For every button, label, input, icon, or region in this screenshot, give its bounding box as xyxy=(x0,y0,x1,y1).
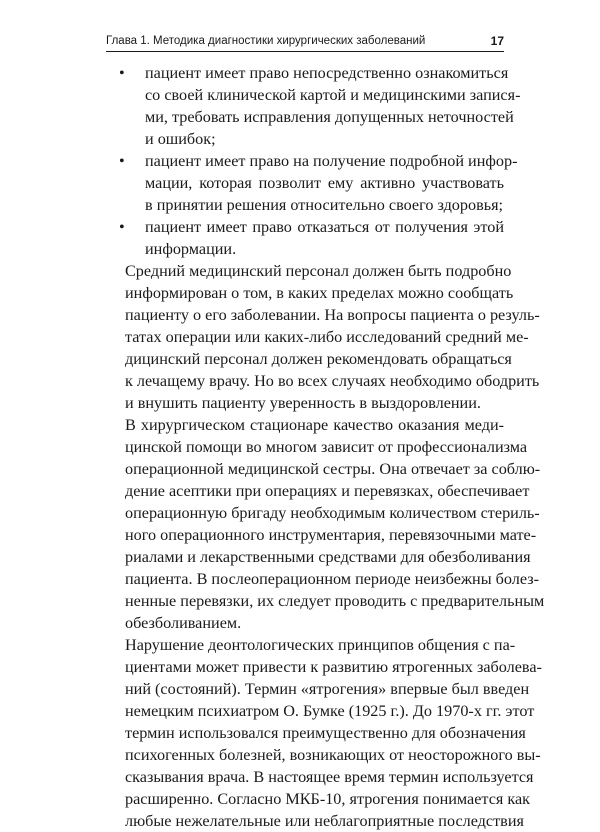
text-line: информации. xyxy=(145,240,237,258)
text-line: немецким психиатром О. Бумке (1925 г.). До 1970-х гг. этот xyxy=(125,702,535,720)
page-body xyxy=(108,62,545,832)
text-line: сказывания врача. В настоящее время термин используется xyxy=(125,768,534,786)
bullet-icon: • xyxy=(119,64,125,82)
text-line: Средний медицинский персонал должен быть подробно xyxy=(125,262,512,280)
paragraph xyxy=(108,260,540,414)
text-line: ненные перевязки, их следует проводить с предварительным xyxy=(125,592,545,610)
text-line: пациента. В послеоперационном периоде неизбежны болез- xyxy=(125,570,540,588)
bullet-icon: • xyxy=(119,152,125,170)
text-line: со своей клинической картой и медицинскими запися- xyxy=(145,86,521,104)
text-line: Нарушение деонтологических принципов общения с па- xyxy=(125,636,516,654)
text-line: операционной медицинской сестры. Она отвечает за соблю- xyxy=(125,460,541,478)
text-line: пациенту о его заболевании. На вопросы пациента о резуль- xyxy=(125,306,540,324)
bullet-item xyxy=(108,62,521,150)
text-line: любые нежелательные или неблагоприятные последствия xyxy=(125,812,524,830)
text-line: ми, требовать исправления допущенных неточностей xyxy=(145,108,514,126)
text-line: В хирургическом стационаре качество оказания меди- xyxy=(125,416,504,434)
text-line: дение асептики при операциях и перевязках, обеспечивает xyxy=(125,482,530,500)
text-line: пациент имеет право непосредственно ознакомиться xyxy=(145,64,509,82)
text-line: риалами и лекарственными средствами для обезболивания xyxy=(125,548,531,566)
text-line: информирован о том, в каких пределах можно сообщать xyxy=(125,284,514,302)
bullet-icon: • xyxy=(119,218,125,236)
text-line: и ошибок; xyxy=(145,130,216,148)
paragraph xyxy=(108,634,542,832)
text-line: ний (состояний). Термин «ятрогения» впервые был введен xyxy=(125,680,530,698)
text-line: психогенных болезней, возникающих от неосторожного вы- xyxy=(125,746,541,764)
paragraphs xyxy=(108,260,545,832)
text-line: и внушить пациенту уверенность в выздоровлении. xyxy=(125,394,481,412)
text-line: обезболиванием. xyxy=(125,614,242,632)
page-number: 17 xyxy=(490,34,504,48)
bullet-item xyxy=(108,150,518,216)
text-line: пациент имеет право на получение подробной инфор- xyxy=(145,152,518,170)
text-line: мации, которая позволит ему активно участвовать xyxy=(145,174,504,192)
text-line: расширенно. Согласно МКБ-10, ятрогения понимается как xyxy=(125,790,531,808)
text-line: татах операции или каких-либо исследований средний ме- xyxy=(125,328,529,346)
bullet-item xyxy=(108,216,504,260)
text-line: к лечащему врачу. Но во всех случаях необходимо ободрить xyxy=(125,372,540,390)
text-line: операционную бригаду необходимым количеством стериль- xyxy=(125,504,540,522)
bullet-list xyxy=(108,62,521,260)
text-line: дицинский персонал должен рекомендовать обращаться xyxy=(125,350,512,368)
chapter-title: Глава 1. Методика диагностики хирургических заболеваний xyxy=(106,35,426,47)
text-line: ного операционного инструментария, перевязочными мате- xyxy=(125,526,537,544)
text-line: термин использовался преимущественно для обозначения xyxy=(125,724,526,742)
text-line: в принятии решения относительно своего здоровья; xyxy=(145,196,504,214)
paragraph xyxy=(108,414,545,634)
text-line: циентами может привести к развитию ятрогенных заболева- xyxy=(125,658,542,676)
text-line: цинской помощи во многом зависит от профессионализма xyxy=(125,438,528,456)
running-header xyxy=(106,34,504,52)
text-line: пациент имеет право отказаться от получения этой xyxy=(145,218,504,236)
